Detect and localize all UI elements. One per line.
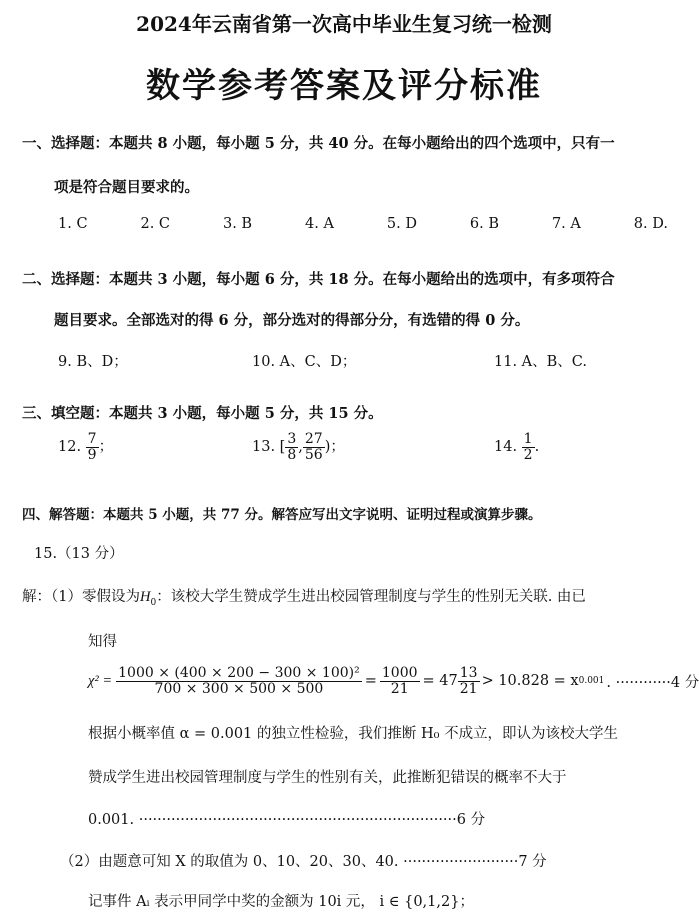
section3-instruction: 三、填空题：本题共 3 小题，每小题 5 分，共 15 分。 xyxy=(22,405,383,422)
answer-5: 5. D xyxy=(386,216,417,232)
answer-13-label: 13. xyxy=(252,439,276,456)
question-15-label: 15.（13 分） xyxy=(34,546,124,562)
answer-11: 11. A、B、C. xyxy=(494,354,587,370)
answer-13-fraction-1: $\frac{3}{8}$ xyxy=(287,431,297,463)
solution-part2: （2）由题意可知 X 的取值为 0、10、20、30、40. ·························7 分 xyxy=(60,854,547,870)
chi-square-symbol: χ² = xyxy=(88,672,113,689)
section1-instruction-line1: 一、选择题：本题共 8 小题，每小题 5 分，共 40 分。在每小题给出的四个选项中，只有一 xyxy=(22,135,615,152)
section1-answers xyxy=(58,216,668,232)
solution-known: 知得 xyxy=(88,634,117,650)
section2-instruction-line1: 二、选择题：本题共 3 小题，每小题 6 分，共 18 分。在每小题给出的选项中，有多项符合 xyxy=(22,271,615,288)
answer-4: 4. A xyxy=(305,216,334,232)
answer-13: 13. [ $\frac{3}{8}$ , $\frac{27}{56}$ )； xyxy=(252,431,345,463)
fraction-13-21: $\frac{13}{21}$ xyxy=(459,665,478,697)
section1-instruction-line2: 项是符合题目要求的。 xyxy=(54,179,199,196)
answer-3: 3. B xyxy=(222,216,253,232)
fraction-1000-21: $\frac{1000}{21}$ xyxy=(381,665,418,697)
answer-2: 2. C xyxy=(140,216,171,232)
answer-14: 14. $\frac{1}{2}$ . xyxy=(494,431,540,463)
answer-10: 10. A、C、D； xyxy=(252,354,357,370)
answer-key-title: 数学参考答案及评分标准 xyxy=(146,66,542,106)
solution-para3: 0.001. ·····································································6 分 xyxy=(88,812,486,828)
answer-14-label: 14. xyxy=(494,439,518,456)
exam-title: 2024年云南省第一次高中毕业生复习统一检测 xyxy=(136,12,552,36)
answer-14-fraction: $\frac{1}{2}$ xyxy=(523,431,533,463)
answer-13-fraction-2: $\frac{27}{56}$ xyxy=(304,431,323,463)
section4-instruction: 四、解答题：本题共 5 小题，共 77 分。解答应写出文字说明、证明过程或演算步骤。 xyxy=(22,507,542,523)
answer-6: 6. B xyxy=(469,216,499,232)
answer-12-label: 12. xyxy=(58,439,82,456)
answer-7: 7. A xyxy=(551,216,581,232)
solution-line1: 解：（1）零假设为$H_0$：该校大学生赞成学生进出校园管理制度与学生的性别无关联. 由已 xyxy=(22,589,586,608)
chi-square-formula: χ² = $\frac{\text{1000 × (400 × 200 − 300 × 100)²}}{700 \times 300 \times 500 \times 500}$ = $\frac{1000}{21}$ = 47 $\frac{13}{21}$ > 10.828 = x 0.001 . ············4 分 xyxy=(88,665,699,697)
answer-1: 1. C xyxy=(58,216,88,232)
answer-8: 8. D. xyxy=(633,216,668,232)
solution-para1: 根据小概率值 α = 0.001 的独立性检验，我们推断 H₀ 不成立，即认为该校大学生 xyxy=(88,726,619,742)
solution-para2: 赞成学生进出校园管理制度与学生的性别有关，此推断犯错误的概率不大于 xyxy=(88,770,567,786)
answer-12-fraction: $\frac{7}{9}$ xyxy=(87,431,97,463)
answer-12: 12. $\frac{7}{9}$ ； xyxy=(58,431,114,463)
solution-event: 记事件 Aᵢ 表示甲同学中奖的金额为 10i 元， i ∈ {0,1,2}； xyxy=(88,894,474,910)
answer-9: 9. B、D； xyxy=(58,354,128,370)
chi-square-fraction: $\frac{\text{1000 × (400 × 200 − 300 × 100)²}}{700 \times 300 \times 500 \times 500}$ xyxy=(118,665,360,697)
section2-instruction-line2: 题目要求。全部选对的得 6 分，部分选对的得部分分，有选错的得 0 分。 xyxy=(54,312,530,329)
